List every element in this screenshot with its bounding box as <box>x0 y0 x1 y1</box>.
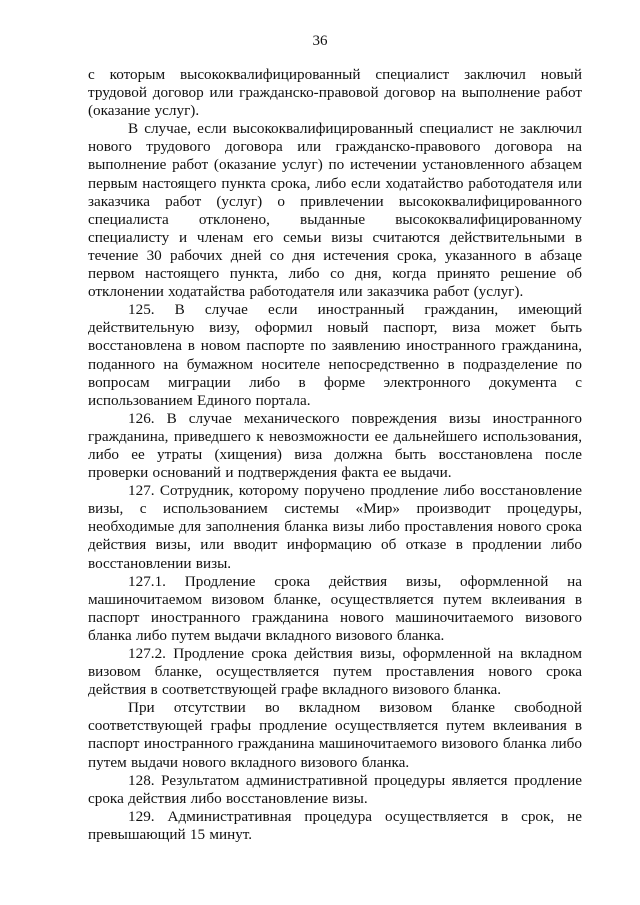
paragraph-item-126: 126. В случае механического повреждения визы иностранного гражданина, приведшего к невозможности ее дальнейшего использования, либо ее утраты (хищения) виза должна быть восстановлена после проверки оснований и подтверждения факта ее выдачи. <box>88 409 582 482</box>
paragraph-item-125: 125. В случае если иностранный гражданин, имеющий действительную визу, оформил новый паспорт, виза может быть восстановлена в новом паспорте по заявлению иностранного гражданина, поданного на бумажном носителе непосредственно в подразделение по вопросам миграции либо в форме электронного документа с использованием Единого портала. <box>88 301 582 409</box>
paragraph-continuation: с которым высококвалифицированный специалист заключил новый трудовой договор или гражданско-правовой договор на выполнение работ (оказание услуг). <box>88 66 582 120</box>
paragraph: В случае, если высококвалифицированный специалист не заключил нового трудового договора или гражданско-правового договора на выполнение работ (оказание услуг) по истечении установленного абзацем первым настоящего пункта срока, либо если ходатайство работодателя или заказчика работ (услуг) о привлечении высококвалифицированного специалиста отклонено, выданные высококвалифицированному специалисту и членам его семьи визы считаются действительными в течение 30 рабочих дней со дня истечения срока, указанного в абзаце первом настоящего пункта, либо со дня, когда принято решение об отклонении ходатайства работодателя или заказчика работ (услуг). <box>88 120 582 301</box>
paragraph: При отсутствии во вкладном визовом бланке свободной соответствующей графы продление осуществляется путем вклеивания в паспорт иностранного гражданина машиночитаемого визового бланка либо путем выдачи нового вкладного визового бланка. <box>88 699 582 771</box>
paragraph-item-129: 129. Административная процедура осуществляется в срок, не превышающий 15 минут. <box>88 807 582 843</box>
page-number: 36 <box>312 33 328 49</box>
paragraph-item-127-1: 127.1. Продление срока действия визы, оформленной на машиночитаемом визовом бланке, осуществляется путем вклеивания в паспорт иностранного гражданина нового машиночитаемого визового бланка либо путем выдачи вкладного визового бланка. <box>88 572 582 644</box>
paragraph-item-127: 127. Сотрудник, которому поручено продление либо восстановление визы, с использованием системы «Мир» производит процедуры, необходимые для заполнения бланка визы либо проставления нового срока действия визы, или вводит информацию об отказе в продлении либо восстановлении визы. <box>88 482 582 572</box>
paragraph-item-128: 128. Результатом административной процедуры является продление срока действия либо восстановление визы. <box>88 771 582 807</box>
paragraph-item-127-2: 127.2. Продление срока действия визы, оформленной на вкладном визовом бланке, осуществляется путем проставления нового срока действия в соответствующей графе вкладного визового бланка. <box>88 645 582 699</box>
document-body <box>88 66 582 844</box>
